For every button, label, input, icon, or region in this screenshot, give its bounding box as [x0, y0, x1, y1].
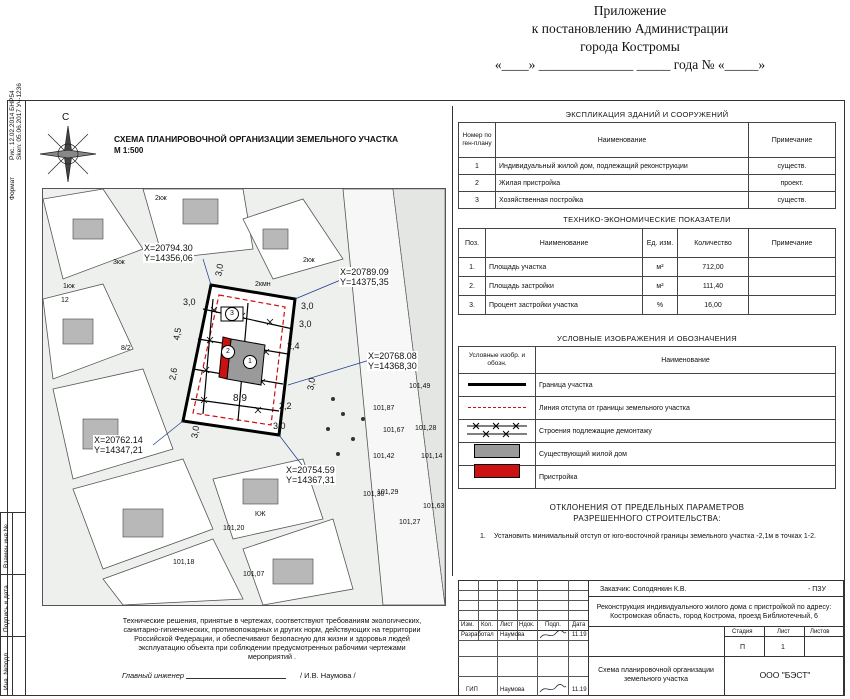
- tep-title: ТЕХНИКО-ЭКОНОМИЧЕСКИЕ ПОКАЗАТЕЛИ: [563, 215, 731, 224]
- map-label: 2кж: [155, 195, 167, 202]
- existing-house-symbol: [474, 444, 520, 458]
- dim: 3,0: [305, 376, 318, 392]
- deviations-title: ОТКЛОНЕНИЯ ОТ ПРЕДЕЛЬНЫХ ПАРАМЕТРОВ: [549, 503, 745, 512]
- col-kol: Кол.: [481, 622, 493, 628]
- map-label: КЖ: [255, 511, 266, 518]
- company-name: ООО "БЭСТ": [759, 670, 811, 680]
- col-header: Наименование: [536, 347, 836, 374]
- map-label: 12: [61, 297, 69, 304]
- map-label: 101,63: [423, 503, 445, 510]
- table-row: 3 Хозяйственная постройка существ.: [459, 192, 836, 209]
- customer: Заказчик: Солодянкин К.В.: [600, 586, 687, 593]
- col-header: Примечание: [749, 123, 836, 158]
- stamp-small2: Sken: 05.06.2017 Уч-1236: [16, 83, 23, 160]
- dim: 4,5: [171, 326, 184, 342]
- col-ndok: Ндок.: [519, 622, 535, 628]
- legend-row: Пристройка: [459, 466, 836, 489]
- map-label: 3кж: [113, 259, 125, 266]
- coord-4: X=20762.14 Y=14347,21: [94, 435, 143, 455]
- col-header: Ед. изм.: [643, 229, 678, 258]
- compass-rose: [38, 112, 98, 184]
- col-izm: Изм.: [461, 622, 474, 628]
- col-header: Примечание: [749, 229, 836, 258]
- map-label: 101,49: [409, 383, 431, 390]
- legend-row: Существующий жилой дом: [459, 443, 836, 466]
- dim: 3,0: [213, 262, 226, 278]
- col-podp: Подп.: [545, 622, 561, 628]
- deviation-item: Установить минимальный отступ от юго-восточной границы земельного участка -2,1м в точках 1-2.: [494, 533, 816, 540]
- map-label: 101,14: [421, 453, 443, 460]
- dim: 3,0: [301, 301, 314, 311]
- engineer-name: / И.В. Наумова /: [300, 671, 356, 680]
- col-header: Номер по ген-плану: [459, 123, 496, 158]
- stage-header: Стадия: [732, 629, 753, 635]
- map-label: 101,20: [223, 525, 245, 532]
- signature-developer: [538, 630, 568, 640]
- map-label: 8/2: [121, 345, 131, 352]
- stamp-sign-date: Подпись и дата: [3, 585, 10, 632]
- map-label: 101,27: [399, 519, 421, 526]
- coord-1: X=20794.30 Y=14356,06: [144, 243, 193, 263]
- legend-row: Граница участка: [459, 374, 836, 397]
- engineer-label: Главный инженер: [122, 671, 185, 680]
- appendix-title: Приложение: [593, 3, 667, 18]
- map-label: 101,30: [363, 491, 385, 498]
- appendix-line2: к постановлению Администрации: [531, 21, 729, 36]
- stamp-small1: Рис. 12.02.2014 БНР54: [9, 90, 16, 160]
- signature-gip: [538, 684, 568, 694]
- gip-name: Наумова: [500, 687, 525, 693]
- sheet-header: Лист: [777, 629, 791, 635]
- map-label: 101,18: [173, 559, 195, 566]
- legend-title: УСЛОВНЫЕ ИЗОБРАЖЕНИЯ И ОБОЗНАЧЕНИЯ: [557, 334, 737, 343]
- tep-table: [458, 228, 836, 315]
- drawing-name: Схема планировочной организации земельного участка: [598, 667, 714, 683]
- map-label: 101,87: [373, 405, 395, 412]
- map-label: 2кж: [303, 257, 315, 264]
- dim: 2,2: [279, 401, 292, 411]
- stamp-small3: Формат: [9, 176, 16, 200]
- map-label: 101,28: [415, 425, 437, 432]
- coord-2: X=20789.09 Y=14375,35: [340, 267, 389, 287]
- map-label: 101,29: [377, 489, 399, 496]
- table-row: 2 Жилая пристройка проект.: [459, 175, 836, 192]
- col-data: Дата: [572, 622, 586, 628]
- north-label: С: [62, 112, 70, 123]
- map-title: СХЕМА ПЛАНИРОВОЧНОЙ ОРГАНИЗАЦИИ ЗЕМЕЛЬНОГО УЧАСТКА: [114, 134, 399, 144]
- col-header: Наименование: [496, 123, 749, 158]
- dim: 2,4: [287, 341, 300, 351]
- table-row: 1. Площадь участка м² 712,00: [459, 258, 836, 277]
- deviations-subtitle: РАЗРЕШЕННОГО СТРОИТЕЛЬСТВА:: [573, 514, 721, 523]
- boundary-symbol: [468, 383, 526, 386]
- demolition-symbol: [467, 422, 527, 438]
- col-header: Количество: [678, 229, 749, 258]
- project-name: Реконструкция индивидуального жилого дома с пристройкой по адресу: Костромская область, город Кострома, проезд Библиотечный, 6: [596, 604, 832, 620]
- sheet-value: 1: [781, 644, 785, 651]
- coord-5: X=20754.59 Y=14367,31: [286, 465, 335, 485]
- marker-1: 1: [243, 355, 257, 369]
- marker-2: 2: [221, 345, 235, 359]
- developer-role: Разработал: [461, 632, 494, 638]
- col-header: Условные изобр. и обозн.: [459, 347, 536, 374]
- coord-3: X=20768.08 Y=14368,30: [368, 351, 417, 371]
- gip-role: ГИП: [466, 687, 478, 693]
- legend-row: Линия отступа от границы земельного участка: [459, 397, 836, 420]
- stamp-inv-orig: Инв. №подл.: [3, 651, 10, 690]
- offset-line-symbol: [468, 407, 526, 408]
- map-label: 2кмн: [255, 281, 271, 288]
- table-row: 2. Площадь застройки м² 111,40: [459, 277, 836, 296]
- explication-title: ЭКСПЛИКАЦИЯ ЗДАНИЙ И СООРУЖЕНИЙ: [565, 110, 729, 119]
- marker-3: 3: [225, 307, 239, 321]
- map-label: 101,07: [243, 571, 265, 578]
- map-label: 101,42: [373, 453, 395, 460]
- deviation-num: 1.: [480, 533, 486, 540]
- legend-row: Строения подлежащие демонтажу: [459, 420, 836, 443]
- dim: 3,0: [189, 424, 202, 440]
- explication-table: [458, 122, 836, 209]
- map-label: 1кж: [63, 283, 75, 290]
- developer-name: Наумова: [500, 632, 525, 638]
- extension-symbol: [474, 464, 520, 478]
- map-label: 101,67: [383, 427, 405, 434]
- dim: 3,0: [299, 319, 312, 329]
- table-row: 3. Процент застройки участка % 16,00: [459, 296, 836, 315]
- gip-date: 11.19: [572, 687, 587, 693]
- dim: 3,0: [183, 297, 196, 307]
- technical-notes: Технические решения, принятые в чертежах, соответствуют требованиям экологических, санитарно-гигиенических, противопожарных и других норм, действующих на территории Российской Федерации, и обеспечивают безопасную для жизни и здоровья людей эксплуатацию объекта при соблюдении предусмотренных рабочими чертежами мероприятий .: [122, 616, 422, 661]
- stage-value: П: [740, 644, 746, 651]
- doc-code: - ПЗУ: [808, 586, 826, 593]
- col-list: Лист: [500, 622, 514, 628]
- col-header: Наименование: [486, 229, 643, 258]
- map-scale: М 1:500: [114, 146, 144, 155]
- dim: 2,6: [167, 366, 180, 382]
- dim: 3,0: [273, 421, 286, 431]
- appendix-line3: города Костромы: [580, 39, 680, 54]
- dim: 8,9: [233, 393, 247, 404]
- developer-date: 11.19: [572, 632, 587, 638]
- site-plan-map: [42, 188, 446, 606]
- appendix-line4: «____» ______________ _____ года № «_____»: [494, 57, 766, 72]
- stamp-inv-replace: Взамен инв.№: [3, 524, 10, 568]
- col-header: Поз.: [459, 229, 486, 258]
- table-row: 1 Индивидуальный жилой дом, подлежащий реконструкции существ.: [459, 158, 836, 175]
- sheets-header: Листов: [810, 629, 830, 635]
